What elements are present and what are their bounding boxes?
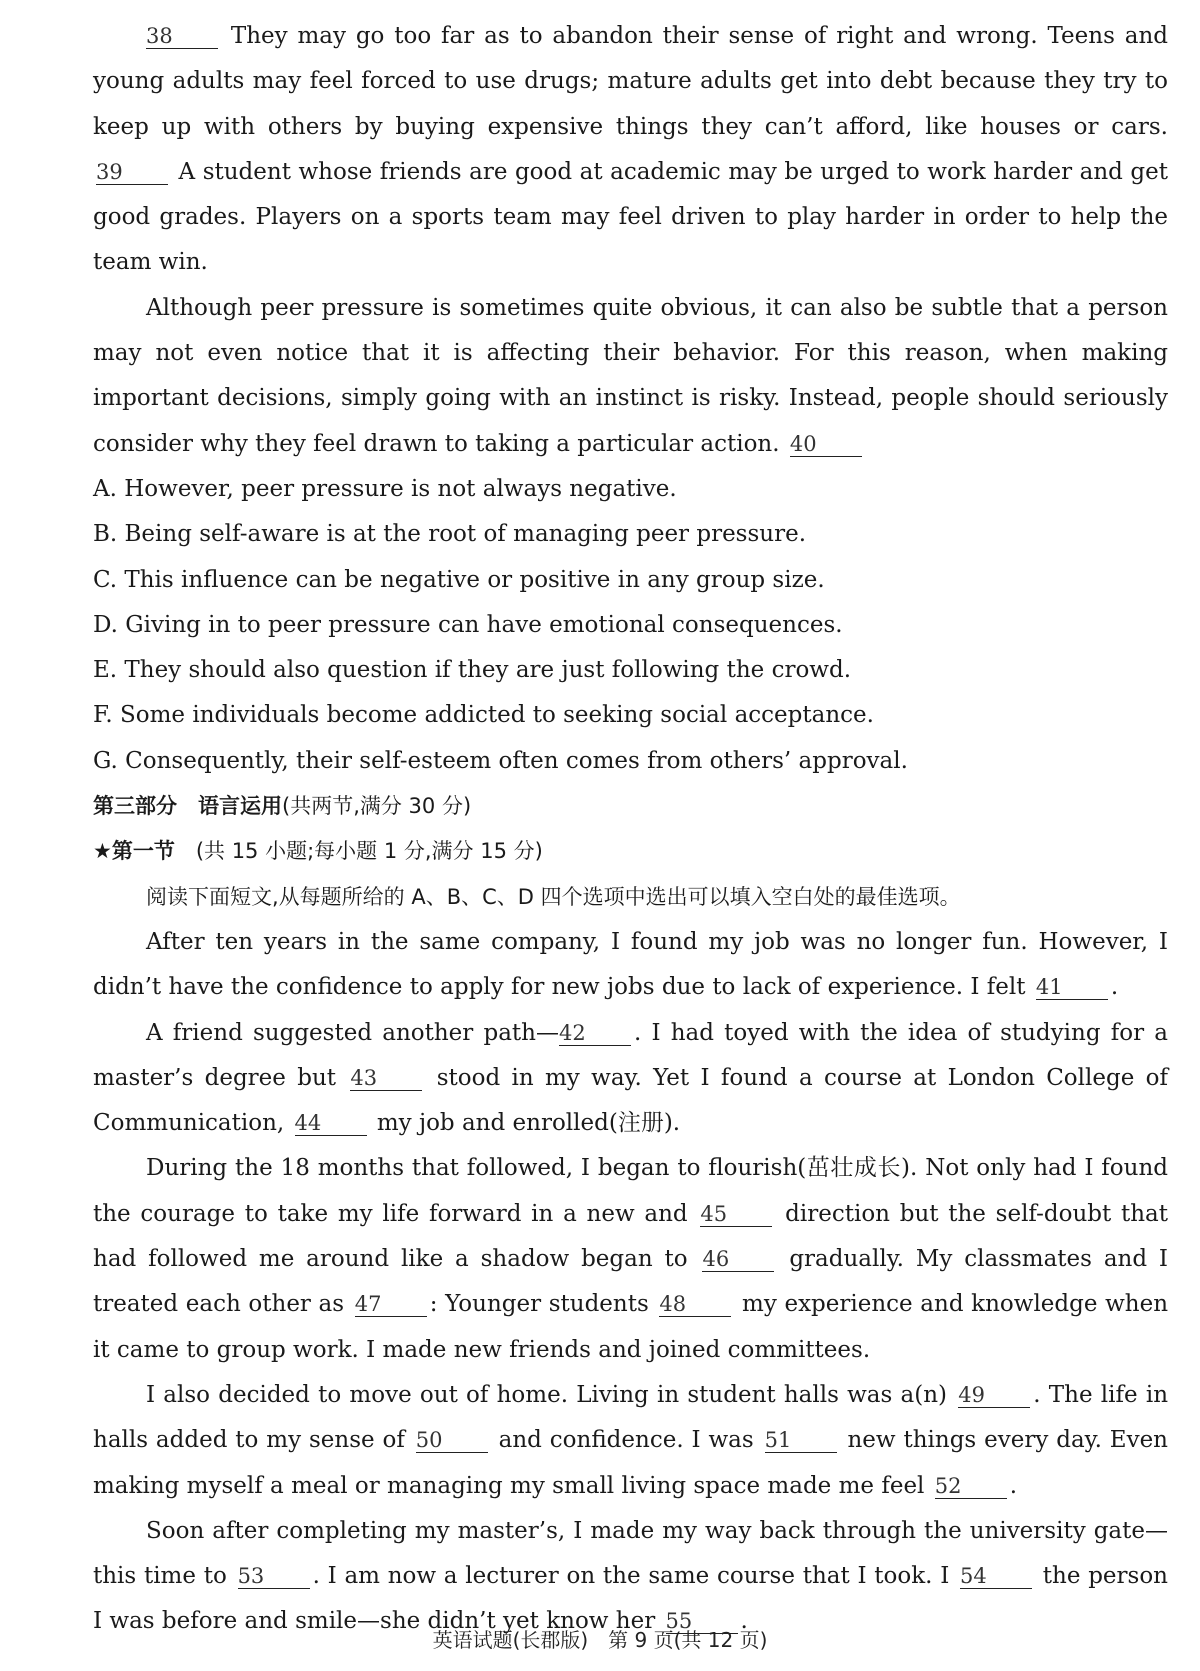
text: . <box>1009 1472 1018 1499</box>
text: the person I was before and smile—she didn’t yet know her <box>93 1563 1169 1635</box>
passage-paragraph-1 <box>93 14 1168 286</box>
text: A student whose friends are good at academic may be urged to work harder and get good grades. Players on a sports team may feel driven to play harder in order to help the team win. <box>93 158 1169 276</box>
text: and confidence. I was <box>498 1427 754 1454</box>
blank-47: 47 <box>355 1292 427 1317</box>
blank-39: 39 <box>96 160 168 185</box>
passage-paragraph-2 <box>93 286 1168 467</box>
page-footer: 英语试题(长郡版) 第 9 页(共 12 页) <box>432 1628 768 1652</box>
exam-page <box>93 14 1168 1645</box>
text: Soon after completing my master’s, I made my way back through the university gate—this time to <box>93 1517 1168 1590</box>
blank-49: 49 <box>958 1383 1030 1408</box>
text: new things every day. Even making myself a meal or managing my small living space made me feel <box>93 1427 1168 1499</box>
part-title: 第三部分 语言运用 <box>93 794 282 819</box>
option-b: B. Being self-aware is at the root of managing peer pressure. <box>93 521 807 548</box>
option-c: C. This influence can be negative or positive in any group size. <box>93 566 825 593</box>
part-subtitle: (共两节,满分 30 分) <box>282 794 472 819</box>
text: . I am now a lecturer on the same course that I took. I <box>312 1563 950 1590</box>
text: stood in my way. Yet I found a course at London College of Communication, <box>93 1064 1169 1137</box>
blank-45: 45 <box>700 1202 772 1227</box>
text: . <box>1110 974 1119 1001</box>
text: : Younger students <box>429 1291 649 1318</box>
text: my job and enrolled(注册). <box>376 1110 681 1137</box>
blank-53: 53 <box>238 1564 310 1589</box>
section-one-heading <box>93 829 1168 874</box>
option-a: A. However, peer pressure is not always negative. <box>93 475 677 502</box>
blank-55: 55 <box>666 1609 738 1634</box>
cloze-paragraph-2 <box>93 1011 1168 1147</box>
section-title: ★第一节 <box>93 839 175 864</box>
blank-50: 50 <box>416 1428 488 1453</box>
blank-41: 41 <box>1036 975 1108 1000</box>
blank-38: 38 <box>146 24 218 49</box>
blank-52: 52 <box>935 1474 1007 1499</box>
blank-40: 40 <box>790 432 862 457</box>
text: my experience and knowledge when it came to group work. I made new friends and joined committees. <box>93 1291 1169 1363</box>
text: After ten years in the same company, I found my job was no longer fun. However, I didn’t have the confidence to apply for new jobs due to lack of experience. I felt <box>93 928 1168 1001</box>
section-subtitle: (共 15 小题;每小题 1 分,满分 15 分) <box>195 839 543 864</box>
text: gradually. My classmates and I treated each other as <box>93 1246 1169 1318</box>
blank-46: 46 <box>702 1247 774 1272</box>
blank-54: 54 <box>960 1564 1032 1589</box>
blank-51: 51 <box>765 1428 837 1453</box>
text: They may go too far as to abandon their sense of right and wrong. Teens and young adults may feel forced to use drugs; mature adults get into debt because they try to keep up with others by buying expensive things they can’t afford, like houses or cars. <box>93 23 1168 140</box>
cloze-paragraph-1 <box>93 920 1168 1011</box>
text: . I had toyed with the idea of studying for a master’s degree but <box>93 1019 1168 1091</box>
text: Although peer pressure is sometimes quite obvious, it can also be subtle that a person may not even notice that it is affecting their behavior. For this reason, when making important decisions, simply going with an instinct is risky. Instead, people should seriously consider why they feel drawn to taking a particular action. <box>93 294 1168 457</box>
text: I also decided to move out of home. Living in student halls was a(n) <box>146 1381 948 1408</box>
text: direction but the self-doubt that had followed me around like a shadow began to <box>93 1200 1169 1273</box>
text: . The life in halls added to my sense of <box>93 1381 1169 1454</box>
option-e: E. They should also question if they are just following the crowd. <box>93 657 852 684</box>
blank-42: 42 <box>559 1021 631 1046</box>
blank-43: 43 <box>350 1066 422 1091</box>
instruction: 阅读下面短文,从每题所给的 A、B、C、D 四个选项中选出可以填入空白处的最佳选项。 <box>146 884 961 909</box>
cloze-paragraph-4 <box>93 1373 1168 1509</box>
part-three-heading <box>93 784 1168 829</box>
cloze-paragraph-3 <box>93 1146 1168 1372</box>
blank-48: 48 <box>659 1292 731 1317</box>
option-d: D. Giving in to peer pressure can have emotional consequences. <box>93 611 843 638</box>
text: During the 18 months that followed, I began to flourish(茁壮成长). Not only had I found the courage to take my life forward in a new and <box>93 1155 1168 1227</box>
text: A friend suggested another path— <box>146 1019 559 1046</box>
blank-44: 44 <box>295 1111 367 1136</box>
options-list <box>93 467 1168 784</box>
option-f: F. Some individuals become addicted to seeking social acceptance. <box>93 702 874 729</box>
text: . <box>740 1608 748 1635</box>
option-g: G. Consequently, their self-esteem often comes from others’ approval. <box>93 747 908 774</box>
